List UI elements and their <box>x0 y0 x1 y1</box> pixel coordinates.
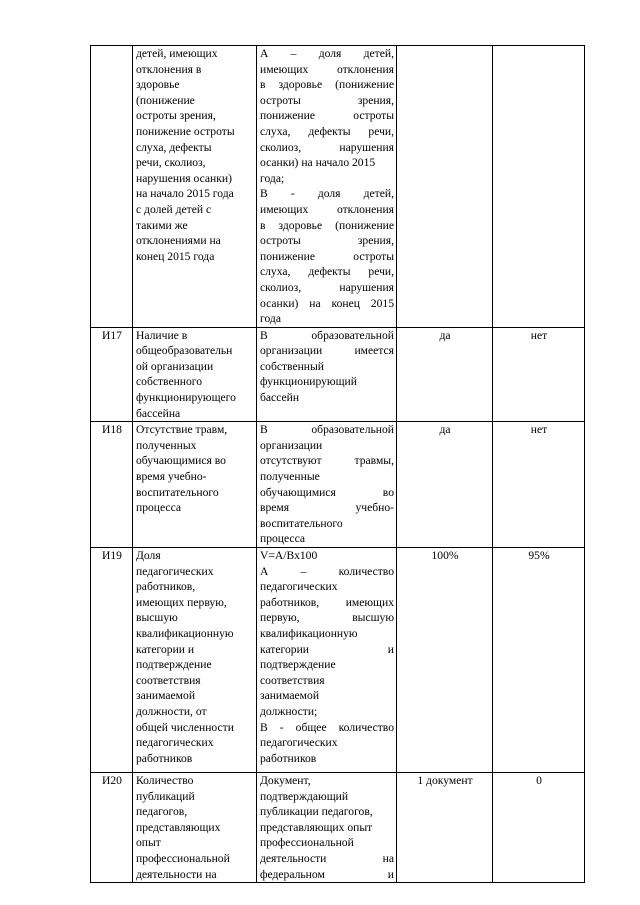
text-fragment: остроты зрения, <box>260 234 394 248</box>
indicator-name <box>133 422 257 548</box>
indicator-name <box>133 46 257 328</box>
text-fragment: Количество <box>136 774 194 787</box>
text-fragment: (понижение <box>136 93 195 107</box>
text-fragment: бассейна <box>136 406 181 420</box>
text-fragment: Наличие в <box>136 328 188 342</box>
text-fragment: работников, <box>136 580 196 594</box>
text-fragment: года <box>260 312 281 326</box>
calculation-method <box>257 46 397 328</box>
text-fragment: подтверждение <box>260 658 336 672</box>
text-fragment: понижение остроты <box>260 249 394 263</box>
text-fragment: имеющих отклонения <box>260 62 394 76</box>
text-fragment: В - общее количество <box>260 720 394 734</box>
text-fragment: время учебно- <box>260 501 394 515</box>
text-fragment: категории и <box>136 642 195 656</box>
text-fragment: отклонения в <box>136 62 202 76</box>
text-fragment: остроты зрения, <box>136 109 216 123</box>
formula: V=А/Вх100 <box>260 549 318 562</box>
calculation-method <box>257 548 397 773</box>
plan-value <box>397 46 493 328</box>
text-fragment: понижение остроты <box>136 124 235 138</box>
text-fragment: конец 2015 года <box>136 249 215 263</box>
text-fragment: квалификационную <box>260 626 358 640</box>
text-fragment: в здоровье (понижение <box>260 78 394 92</box>
text-fragment: педагогов, <box>136 805 188 819</box>
text-fragment: педагогических <box>260 736 338 750</box>
text-fragment: здоровье <box>136 78 180 92</box>
indicator-code: И17 <box>91 327 133 422</box>
text-fragment: время учебно- <box>136 470 207 484</box>
table-row <box>91 773 585 883</box>
text-fragment: общеобразовательн <box>136 344 233 358</box>
text-fragment: ой организации <box>136 359 214 373</box>
text-fragment: работников, имеющих <box>260 595 394 609</box>
text-fragment: воспитательного <box>260 516 343 530</box>
text-fragment: обучающимися во <box>260 485 394 499</box>
text-fragment: собственный <box>260 359 325 373</box>
indicator-code: И20 <box>91 773 133 883</box>
text-fragment: функционирующий <box>260 375 357 389</box>
text-fragment: воспитательного <box>136 485 219 499</box>
text-fragment: должности; <box>260 704 318 718</box>
fact-value: нет <box>493 327 585 422</box>
text-fragment: остроты зрения, <box>260 93 394 107</box>
table-row <box>91 327 585 422</box>
text-fragment: Отсутствие травм, <box>136 423 228 437</box>
text-fragment: слуха, дефекты <box>136 140 212 154</box>
text-fragment: соответствия <box>136 673 201 687</box>
text-fragment: сколиоз, нарушения <box>260 280 394 294</box>
plan-value: 100% <box>397 548 493 773</box>
text-fragment: процесса <box>136 501 182 515</box>
text-fragment: Доля <box>136 549 161 562</box>
fact-value <box>493 46 585 328</box>
text-fragment: имеющих отклонения <box>260 202 394 216</box>
table-row <box>91 548 585 773</box>
text-fragment: педагогических <box>136 736 214 750</box>
indicator-code <box>91 46 133 328</box>
fact-value: 95% <box>493 548 585 773</box>
text-fragment: профессиональной <box>260 836 354 850</box>
text-fragment: полученные <box>260 470 320 484</box>
text-fragment: речи, сколиоз, <box>136 156 206 170</box>
text-fragment: работников <box>260 751 317 765</box>
text-fragment: с долей детей с <box>136 202 212 216</box>
fact-value: 0 <box>493 773 585 883</box>
text-fragment: слуха, дефекты речи, <box>260 124 394 138</box>
indicator-code: И18 <box>91 422 133 548</box>
text-fragment: В образовательной <box>260 423 394 437</box>
indicator-code: И19 <box>91 548 133 773</box>
text-fragment: детей, имеющих <box>136 47 218 60</box>
text-fragment: педагогических <box>136 564 214 578</box>
text-fragment: собственного <box>136 375 203 389</box>
text-fragment: квалификационную <box>136 626 234 640</box>
text-fragment: осанки) на конец 2015 <box>260 296 394 310</box>
fact-value: нет <box>493 422 585 548</box>
text-fragment: бассейн <box>260 391 300 405</box>
calculation-method <box>257 422 397 548</box>
plan-value: 1 документ <box>397 773 493 883</box>
table-row <box>91 46 585 328</box>
indicator-name <box>133 773 257 883</box>
text-fragment: процесса <box>260 532 306 546</box>
indicator-name <box>133 327 257 422</box>
text-fragment: публикаций <box>136 789 195 803</box>
text-fragment: В - доля детей, <box>260 187 394 201</box>
calculation-method <box>257 773 397 883</box>
text-fragment: такими же <box>136 218 188 232</box>
plan-value: да <box>397 422 493 548</box>
indicator-name <box>133 548 257 773</box>
text-fragment: публикации педагогов, <box>260 805 373 819</box>
text-fragment: Документ, <box>260 774 311 787</box>
text-fragment: общей численности <box>136 720 234 734</box>
text-fragment: понижение остроты <box>260 109 394 123</box>
text-fragment: имеющих первую, <box>136 595 227 609</box>
text-fragment: деятельности на <box>260 851 394 865</box>
text-fragment: функционирующего <box>136 391 236 405</box>
text-fragment: соответствия <box>260 673 325 687</box>
text-fragment: осанки) на начало 2015 <box>260 156 376 170</box>
text-fragment: на начало 2015 года <box>136 187 234 201</box>
text-fragment: отклонениями на <box>136 234 221 248</box>
text-fragment: слуха, дефекты речи, <box>260 265 394 279</box>
text-fragment: профессиональной <box>136 851 230 865</box>
text-fragment: А – количество <box>260 564 394 578</box>
text-fragment: работников <box>136 751 193 765</box>
text-fragment: В образовательной <box>260 328 394 342</box>
text-fragment: представляющих опыт <box>260 820 373 834</box>
indicators-table <box>90 45 585 883</box>
text-fragment: первую, высшую <box>260 611 394 625</box>
text-fragment: подтверждение <box>136 658 212 672</box>
text-fragment: А – доля детей, <box>260 47 394 60</box>
text-fragment: организации имеется <box>260 344 394 358</box>
text-fragment: педагогических <box>260 580 338 594</box>
text-fragment: деятельности на <box>136 867 217 881</box>
calculation-method <box>257 327 397 422</box>
text-fragment: категории и <box>260 642 394 656</box>
text-fragment: нарушения осанки) <box>136 171 232 185</box>
text-fragment: федеральном и <box>260 867 394 881</box>
plan-value: да <box>397 327 493 422</box>
text-fragment: должности, от <box>136 704 207 718</box>
text-fragment: сколиоз, нарушения <box>260 140 394 154</box>
text-fragment: занимаемой <box>260 689 320 703</box>
text-fragment: подтверждающий <box>260 789 349 803</box>
text-fragment: опыт <box>136 836 161 850</box>
text-fragment: в здоровье (понижение <box>260 218 394 232</box>
table-row <box>91 422 585 548</box>
text-fragment: организации <box>260 438 323 452</box>
text-fragment: обучающимися во <box>136 454 226 468</box>
text-fragment: занимаемой <box>136 689 196 703</box>
text-fragment: представляющих <box>136 820 221 834</box>
text-fragment: года; <box>260 171 285 185</box>
text-fragment: полученных <box>136 438 197 452</box>
text-fragment: отсутствуют травмы, <box>260 454 394 468</box>
text-fragment: высшую <box>136 611 178 625</box>
